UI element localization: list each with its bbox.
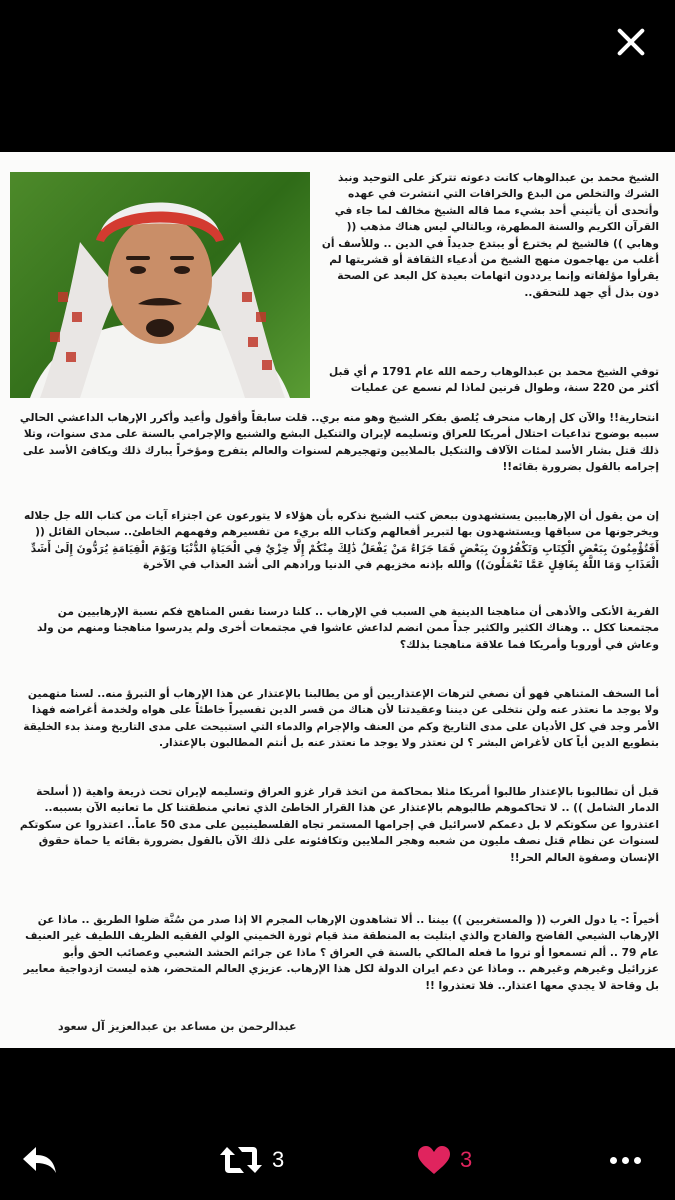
heart-icon	[416, 1144, 452, 1176]
close-button[interactable]	[611, 22, 651, 62]
article-paragraph: الفرية الأنكى والأدهى أن مناهجنا الدينية هي السبب في الإرهاب .. كلنا درسنا نفس المناهج فكم نسبة الإرهابيين من مجتمعنا ككل .. وهناك الكثير والكثير جداً ممن انضم لداعش عاشوا في مجتمعات أخرى ولم يدرسوا مناهجنا ومنهم من ولد وعاش في أوروبا وأمريكا فما علاقة مناهجنا بذلك؟	[36, 606, 659, 651]
article-paragraph: توفي الشيخ محمد بن عبدالوهاب رحمه الله عام 1791 م أي قبل أكثر من 220 سنة، وطوال قرنين لماذا لم نسمع عن عمليات	[329, 366, 659, 395]
article-paragraph: أما السخف المتناهي فهو أن نصغي لترهات الإعتذاريين أو من يطالبنا بالإعتذار عن هذا الإرهاب أو التبرؤ منه.. لسنا متهمين ولا يوجد ما نعتذر عنه ولن نتخلى عن ديننا وعقيدتنا لأن هناك من قسر الدين تفسيراً خاطئاً على هواه ولخدمة أغراضه فهذا الأمر وجد في كل الأديان على مدى التاريخ وكم من العنف والإجرام والدماء التي استبيحت على مدى التاريخ ومنذ بدء الخليقة بتطويع الدين أياً كان لأغراض البشر ؟ لن نعتذر ولا يوجد ما نعتذر عنه بل أنتم المطالبون بالإعتذار.	[23, 688, 659, 750]
retweet-count: 3	[272, 1147, 285, 1172]
more-options-button[interactable]	[610, 1140, 641, 1180]
more-dots-icon	[610, 1157, 641, 1164]
article-paragraph: قبل أن تطالبونا بالإعتذار طالبوا أمريكا مثلا بمحاكمة من اتخذ قرار غزو العراق وتسليمه لإيران تحت ذريعة واهية (( أسلحة الدمار الشامل )) .. لا تحاكموهم طالبوهم بالإعتذار عن هذا القرار الخاطئ الذي تعاني منطقتنا كل ما تعانيه الآن بسببه.. اعتذروا عن سكوتكم لا بل دعمكم لاسرائيل في إجرامها المستمر تجاه الفلسطينيين على مدى 50 عاماً.. اعتذروا عن سكوتكم لسنوات عن نظام قتل نصف مليون من شعبه وهجر الملايين وتكافئونه على ذلك الآن بالقول بضرورة بقائه يا حماة حقوق الإنسان وصفوة العالم الحر!!	[19, 786, 659, 864]
article-paragraph: انتحارية!! والآن كل إرهاب منحرف يُلصق بفكر الشيخ وهو منه بري.. قلت سابقاً وأقول وأعيد وأكرر الإرهاب الداعشي الحالي سببه بوضوح تداعيات احتلال أمريكا للعراق وتسليمه لإيران والتنكيل البشع والشنيع والإجرامي بالسنة على مدى سنوات، وتلا ذلك قتل بشار الأسد لمئات الآلاف والتنكيل بالملايين وتهجيرهم لسنوات والعالم يتفرج ومؤخراً يبارك ذلك ويكافئ الأسد على إجرامه بالقول بضرورة بقائه!!	[19, 412, 659, 474]
article-signature: عبدالرحمن بن مساعد بن عبدالعزيز آل سعود	[58, 1020, 297, 1033]
article-paragraph: الشيخ محمد بن عبدالوهاب كانت دعوته تتركز على التوحيد ونبذ الشرك والتخلص من البدع والخرافات التي انتشرت في عهده وأتحدى أن يأتيني أحد بشيء مما قاله الشيخ مخالف لما جاء في القرآن الكريم والسنة المطهرة، وبالتالي ليس هناك مذهب (( وهابي )) فالشيخ لم يخترع أو يبتدع جديداً في الدين .. وللأسف أن أغلب من يهاجمون منهج الشيخ من أدعياء الثقافة أو قشريتها لم يقرأوا مؤلفاته وإنما يرددون اتهامات بعيدة كل البعد عن الصحة دون بذل أي جهد للتحقق..	[321, 172, 659, 299]
reply-icon	[20, 1143, 58, 1177]
article-image	[0, 152, 675, 1048]
tweet-action-bar	[0, 1124, 675, 1200]
like-button[interactable]	[416, 1140, 472, 1180]
portrait-icon	[10, 172, 310, 398]
article-paragraph: إن من يقول أن الإرهابيين يستشهدون ببعض كتب الشيخ نذكره بأن هؤلاء لا يتورعون عن اجتزاء آيات من كتاب الله جل جلاله ويخرجونها من سياقها ويستشهدون بها لتبرير أفعالهم وكتاب الله بريء من تفسيرهم وفهمهم الخاطئ.. سبحان القائل (( أَفَتُؤْمِنُونَ بِبَعْضِ الْكِتَابِ وَتَكْفُرُونَ بِبَعْضٍ فَمَا جَزَاءُ مَنْ يَفْعَلُ ذَٰلِكَ مِنْكُمْ إِلَّا خِزْيٌ فِي الْحَيَاةِ الدُّنْيَا وَيَوْمَ الْقِيَامَةِ يُرَدُّونَ إِلَىٰ أَشَدِّ الْعَذَابِ وَمَا اللَّهُ بِغَافِلٍ عَمَّا تَعْمَلُونَ)) والله بإذنه مخزيهم في الدنيا ورادهم الى أشد العذاب في الآخرة	[23, 510, 659, 572]
retweet-icon	[218, 1143, 264, 1177]
retweet-button[interactable]	[218, 1140, 284, 1180]
reply-button[interactable]	[20, 1140, 58, 1180]
article-paragraph: أخيراً :- يا دول الغرب (( والمستغربين )) بيننا .. ألا تشاهدون الإرهاب المجرم الا إذا صدر من سُنَّة ضلوا الطريق .. ماذا عن الإرهاب الشيعي الفاضح والفادح والذي ابتليت به المنطقة منذ قيام ثورة الخميني الولي الفقيه الظريف اللطيف غير العنيف عام 79 .. ألم تسمعوا أو تروا ما فعله المالكي بالسنة في العراق ؟ ماذا عن جرائم الحشد الشعبي وعصائب الحق وأبو عزرائيل وغيرهم وغيرهم .. وماذا عن دعم ايران الدولة لكل هذا الإرهاب. عزيزي العالم المتحضر، هذه ليست ازدواجية معايير بل وقاحة لا يجدي معها اعتذار.. فلا تعتذروا !!	[23, 914, 659, 992]
author-photo	[10, 172, 310, 398]
like-count: 3	[460, 1147, 473, 1172]
